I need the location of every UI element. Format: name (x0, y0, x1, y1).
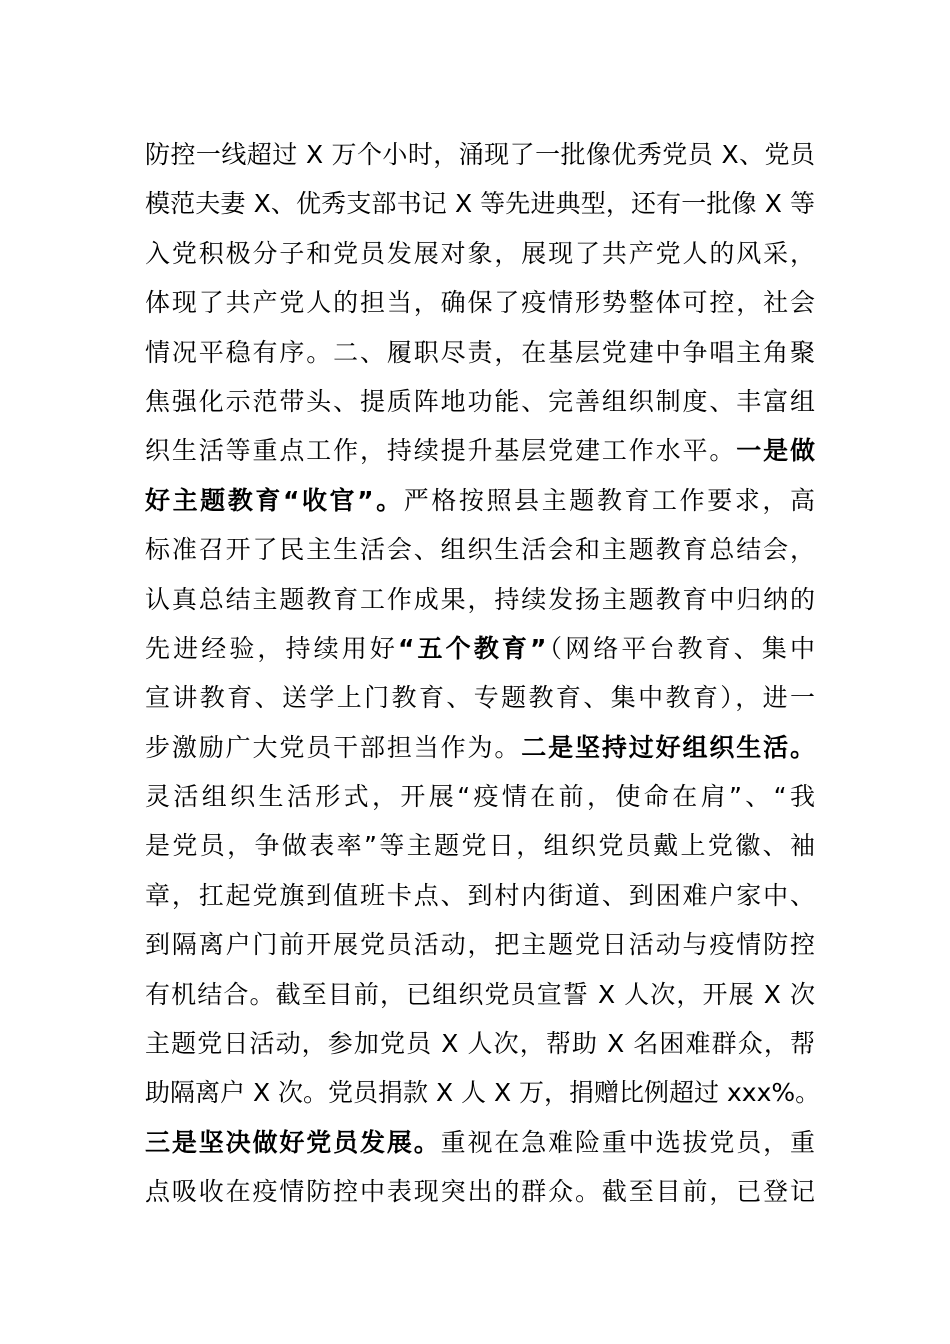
text-line (145, 871, 815, 920)
text-run: 严格按照县主题教育工作要求，高 (403, 485, 815, 515)
text-line (145, 723, 815, 772)
text-run: 焦强化示范带头、提质阵地功能、完善组织制度、丰富组 (145, 386, 815, 416)
text-line (145, 1167, 815, 1216)
text-line (145, 1118, 815, 1167)
text-line (145, 328, 815, 377)
bold-heading-run: 好主题教育“收官”。 (145, 485, 404, 515)
text-run: 章，扛起党旗到值班卡点、到村内街道、到困难户家中、 (145, 880, 815, 910)
text-line (145, 821, 815, 870)
bold-heading-run: “五个教育” (397, 633, 547, 663)
text-line (145, 377, 815, 426)
text-line (145, 229, 815, 278)
text-run: 点吸收在疫情防控中表现突出的群众。截至目前，已登记 (145, 1177, 815, 1207)
text-line (145, 772, 815, 821)
text-run: 有机结合。截至目前，已组织党员宣誓 X 人次，开展 X 次 (145, 979, 815, 1009)
text-run: 先进经验，持续用好 (145, 633, 398, 663)
text-line (145, 426, 815, 475)
bold-heading-run: 二是坚持过好组织生活。 (521, 732, 815, 762)
text-run: 助隔离户 X 次。党员捐款 X 人 X 万，捐赠比例超过 xxx%。 (145, 1078, 821, 1108)
text-run: 入党积极分子和党员发展对象，展现了共产党人的风采， (145, 238, 815, 268)
text-run: 认真总结主题教育工作成果，持续发扬主题教育中归纳的 (145, 584, 815, 614)
text-run: 防控一线超过 X 万个小时，涌现了一批像优秀党员 X、党员 (145, 140, 815, 169)
text-line (145, 130, 815, 179)
text-run: 灵活组织生活形式，开展“疫情在前，使命在肩”、“我 (145, 782, 815, 812)
text-line (145, 179, 815, 228)
text-line (145, 1019, 815, 1068)
text-line (145, 278, 815, 327)
bold-heading-run: 一是做 (736, 436, 815, 466)
text-run: 织生活等重点工作，持续提升基层党建工作水平。 (145, 436, 737, 466)
text-run: 主题党日活动，参加党员 X 人次，帮助 X 名困难群众，帮 (145, 1029, 815, 1059)
text-line (145, 624, 815, 673)
text-run: 宣讲教育、送学上门教育、专题教育、集中教育），进一 (145, 683, 815, 713)
body-text (145, 130, 821, 1217)
text-line (145, 673, 815, 722)
text-line (145, 525, 815, 574)
text-run: 重视在急难险重中选拔党员，重 (440, 1127, 815, 1157)
text-line (145, 920, 815, 969)
text-run: 到隔离户门前开展党员活动，把主题党日活动与疫情防控 (145, 930, 815, 960)
text-run: 模范夫妻 X、优秀支部书记 X 等先进典型，还有一批像 X 等 (145, 189, 815, 219)
text-run: 标准召开了民主生活会、组织生活会和主题教育总结会， (145, 535, 815, 565)
text-line (145, 1068, 821, 1117)
text-run: 是党员，争做表率”等主题党日，组织党员戴上党徽、袖 (145, 831, 815, 861)
text-line (145, 970, 815, 1019)
text-run: 体现了共产党人的担当，确保了疫情形势整体可控，社会 (145, 288, 815, 318)
text-line (145, 476, 815, 525)
bold-heading-run: 三是坚决做好党员发展。 (145, 1127, 441, 1157)
text-run: 步激励广大党员干部担当作为。 (145, 732, 522, 762)
text-run: 情况平稳有序。二、履职尽责，在基层党建中争唱主角聚 (145, 337, 815, 367)
text-run: （网络平台教育、集中 (546, 633, 815, 663)
text-line (145, 575, 815, 624)
